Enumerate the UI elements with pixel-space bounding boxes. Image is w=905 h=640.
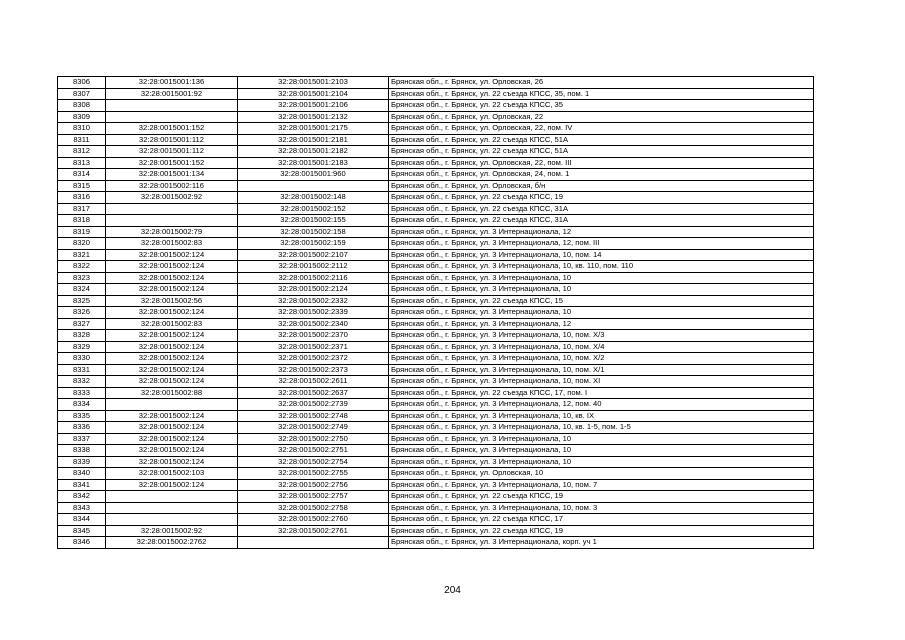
address-cell: Брянская обл., г. Брянск, ул. 3 Интернационала, корп. уч 1 <box>389 537 814 549</box>
table-row <box>58 456 814 468</box>
address-cell: Брянская обл., г. Брянск, ул. 3 Интернационала, 12 <box>389 226 814 238</box>
land-cadastral-number-cell: 32:28:0015002:88 <box>106 387 238 399</box>
address-cell: Брянская обл., г. Брянск, ул. Орловская, 22, пом. III <box>389 157 814 169</box>
object-cadastral-number-cell: 32:28:0015002:152 <box>238 203 389 215</box>
land-cadastral-number-cell: 32:28:0015002:124 <box>106 261 238 273</box>
address-cell: Брянская обл., г. Брянск, ул. 3 Интернационала, 10, кв. IX <box>389 410 814 422</box>
table-row <box>58 215 814 227</box>
row-number-cell: 8311 <box>58 134 106 146</box>
land-cadastral-number-cell: 32:28:0015002:124 <box>106 330 238 342</box>
row-number-cell: 8344 <box>58 514 106 526</box>
object-cadastral-number-cell: 32:28:0015002:2757 <box>238 491 389 503</box>
land-cadastral-number-cell: 32:28:0015002:124 <box>106 341 238 353</box>
table-row <box>58 537 814 549</box>
object-cadastral-number-cell: 32:28:0015001:960 <box>238 169 389 181</box>
object-cadastral-number-cell: 32:28:0015002:158 <box>238 226 389 238</box>
object-cadastral-number-cell: 32:28:0015002:2754 <box>238 456 389 468</box>
land-cadastral-number-cell <box>106 215 238 227</box>
table-row <box>58 226 814 238</box>
row-number-cell: 8334 <box>58 399 106 411</box>
object-cadastral-number-cell <box>238 537 389 549</box>
object-cadastral-number-cell: 32:28:0015002:2370 <box>238 330 389 342</box>
row-number-cell: 8320 <box>58 238 106 250</box>
table-row <box>58 479 814 491</box>
row-number-cell: 8324 <box>58 284 106 296</box>
land-cadastral-number-cell: 32:28:0015002:92 <box>106 525 238 537</box>
object-cadastral-number-cell: 32:28:0015001:2103 <box>238 77 389 89</box>
row-number-cell: 8323 <box>58 272 106 284</box>
object-cadastral-number-cell: 32:28:0015002:159 <box>238 238 389 250</box>
row-number-cell: 8315 <box>58 180 106 192</box>
land-cadastral-number-cell: 32:28:0015002:124 <box>106 422 238 434</box>
row-number-cell: 8337 <box>58 433 106 445</box>
land-cadastral-number-cell: 32:28:0015002:124 <box>106 376 238 388</box>
table-row <box>58 502 814 514</box>
table-row <box>58 387 814 399</box>
row-number-cell: 8317 <box>58 203 106 215</box>
table-row <box>58 468 814 480</box>
object-cadastral-number-cell: 32:28:0015002:2611 <box>238 376 389 388</box>
row-number-cell: 8338 <box>58 445 106 457</box>
land-cadastral-number-cell: 32:28:0015001:152 <box>106 123 238 135</box>
row-number-cell: 8312 <box>58 146 106 158</box>
address-cell: Брянская обл., г. Брянск, ул. 3 Интернационала, 10, пом. X/3 <box>389 330 814 342</box>
table-row <box>58 238 814 250</box>
table-row <box>58 307 814 319</box>
table-row <box>58 146 814 158</box>
object-cadastral-number-cell: 32:28:0015001:2182 <box>238 146 389 158</box>
table-row <box>58 77 814 89</box>
address-cell: Брянская обл., г. Брянск, ул. 3 Интернационала, 10 <box>389 272 814 284</box>
table-row <box>58 341 814 353</box>
address-cell: Брянская обл., г. Брянск, ул. 3 Интернационала, 10 <box>389 445 814 457</box>
row-number-cell: 8328 <box>58 330 106 342</box>
row-number-cell: 8345 <box>58 525 106 537</box>
object-cadastral-number-cell: 32:28:0015002:2758 <box>238 502 389 514</box>
land-cadastral-number-cell: 32:28:0015002:124 <box>106 353 238 365</box>
page-number: 204 <box>444 585 461 596</box>
row-number-cell: 8325 <box>58 295 106 307</box>
land-cadastral-number-cell <box>106 399 238 411</box>
table-body <box>58 77 814 549</box>
row-number-cell: 8330 <box>58 353 106 365</box>
address-cell: Брянская обл., г. Брянск, ул. 3 Интернационала, 10, пом. X/4 <box>389 341 814 353</box>
row-number-cell: 8336 <box>58 422 106 434</box>
object-cadastral-number-cell: 32:28:0015002:2750 <box>238 433 389 445</box>
object-cadastral-number-cell: 32:28:0015002:2751 <box>238 445 389 457</box>
table-row <box>58 330 814 342</box>
address-cell: Брянская обл., г. Брянск, ул. Орловская, 22, пом. IV <box>389 123 814 135</box>
row-number-cell: 8335 <box>58 410 106 422</box>
row-number-cell: 8322 <box>58 261 106 273</box>
address-cell: Брянская обл., г. Брянск, ул. 3 Интернационала, 10 <box>389 307 814 319</box>
address-cell: Брянская обл., г. Брянск, ул. 22 съезда КПСС, 19 <box>389 192 814 204</box>
table-row <box>58 525 814 537</box>
object-cadastral-number-cell: 32:28:0015002:2116 <box>238 272 389 284</box>
table-row <box>58 169 814 181</box>
object-cadastral-number-cell: 32:28:0015002:2107 <box>238 249 389 261</box>
address-cell: Брянская обл., г. Брянск, ул. 22 съезда КПСС, 35, пом. 1 <box>389 88 814 100</box>
address-cell: Брянская обл., г. Брянск, ул. 22 съезда КПСС, 19 <box>389 525 814 537</box>
row-number-cell: 8321 <box>58 249 106 261</box>
address-cell: Брянская обл., г. Брянск, ул. 3 Интернационала, 12 <box>389 318 814 330</box>
address-cell: Брянская обл., г. Брянск, ул. 3 Интернационала, 10, пом. 7 <box>389 479 814 491</box>
row-number-cell: 8327 <box>58 318 106 330</box>
object-cadastral-number-cell: 32:28:0015002:2371 <box>238 341 389 353</box>
row-number-cell: 8339 <box>58 456 106 468</box>
row-number-cell: 8310 <box>58 123 106 135</box>
row-number-cell: 8332 <box>58 376 106 388</box>
row-number-cell: 8319 <box>58 226 106 238</box>
land-cadastral-number-cell <box>106 491 238 503</box>
row-number-cell: 8340 <box>58 468 106 480</box>
row-number-cell: 8346 <box>58 537 106 549</box>
land-cadastral-number-cell: 32:28:0015002:124 <box>106 364 238 376</box>
land-cadastral-number-cell: 32:28:0015002:83 <box>106 318 238 330</box>
land-cadastral-number-cell: 32:28:0015002:103 <box>106 468 238 480</box>
address-cell: Брянская обл., г. Брянск, ул. 3 Интернационала, 10, пом. X/2 <box>389 353 814 365</box>
land-cadastral-number-cell: 32:28:0015002:124 <box>106 445 238 457</box>
land-cadastral-number-cell: 32:28:0015002:124 <box>106 249 238 261</box>
address-cell: Брянская обл., г. Брянск, ул. 22 съезда КПСС, 31А <box>389 203 814 215</box>
table-row <box>58 134 814 146</box>
object-cadastral-number-cell: 32:28:0015002:2761 <box>238 525 389 537</box>
object-cadastral-number-cell: 32:28:0015002:2748 <box>238 410 389 422</box>
land-cadastral-number-cell: 32:28:0015002:124 <box>106 456 238 468</box>
row-number-cell: 8343 <box>58 502 106 514</box>
address-cell: Брянская обл., г. Брянск, ул. 3 Интернационала, 10 <box>389 284 814 296</box>
address-cell: Брянская обл., г. Брянск, ул. Орловская, 10 <box>389 468 814 480</box>
address-cell: Брянская обл., г. Брянск, ул. 3 Интернационала, 10 <box>389 433 814 445</box>
land-cadastral-number-cell <box>106 100 238 112</box>
object-cadastral-number-cell: 32:28:0015002:2112 <box>238 261 389 273</box>
address-cell: Брянская обл., г. Брянск, ул. 3 Интернационала, 10, кв. 110, пом. 110 <box>389 261 814 273</box>
land-cadastral-number-cell: 32:28:0015002:116 <box>106 180 238 192</box>
address-cell: Брянская обл., г. Брянск, ул. 22 съезда КПСС, 17, пом. I <box>389 387 814 399</box>
address-cell: Брянская обл., г. Брянск, ул. Орловская, 22 <box>389 111 814 123</box>
object-cadastral-number-cell: 32:28:0015002:2124 <box>238 284 389 296</box>
table-row <box>58 376 814 388</box>
address-cell: Брянская обл., г. Брянск, ул. 22 съезда КПСС, 15 <box>389 295 814 307</box>
land-cadastral-number-cell: 32:28:0015002:124 <box>106 307 238 319</box>
land-cadastral-number-cell: 32:28:0015001:134 <box>106 169 238 181</box>
table-row <box>58 157 814 169</box>
row-number-cell: 8318 <box>58 215 106 227</box>
address-cell: Брянская обл., г. Брянск, ул. Орловская, 24, пом. 1 <box>389 169 814 181</box>
address-cell: Брянская обл., г. Брянск, ул. 3 Интернационала, 10, пом. XI <box>389 376 814 388</box>
address-cell: Брянская обл., г. Брянск, ул. 3 Интернационала, 10 <box>389 456 814 468</box>
land-cadastral-number-cell: 32:28:0015001:112 <box>106 146 238 158</box>
table-row <box>58 514 814 526</box>
address-cell: Брянская обл., г. Брянск, ул. 22 съезда КПСС, 19 <box>389 491 814 503</box>
object-cadastral-number-cell: 32:28:0015002:2760 <box>238 514 389 526</box>
row-number-cell: 8306 <box>58 77 106 89</box>
land-cadastral-number-cell: 32:28:0015002:56 <box>106 295 238 307</box>
table-row <box>58 445 814 457</box>
object-cadastral-number-cell: 32:28:0015002:2339 <box>238 307 389 319</box>
land-cadastral-number-cell: 32:28:0015002:124 <box>106 284 238 296</box>
land-cadastral-number-cell: 32:28:0015002:124 <box>106 410 238 422</box>
object-cadastral-number-cell: 32:28:0015002:2340 <box>238 318 389 330</box>
object-cadastral-number-cell: 32:28:0015002:2749 <box>238 422 389 434</box>
object-cadastral-number-cell: 32:28:0015001:2175 <box>238 123 389 135</box>
table-row <box>58 123 814 135</box>
address-cell: Брянская обл., г. Брянск, ул. 22 съезда КПСС, 51А <box>389 134 814 146</box>
land-cadastral-number-cell: 32:28:0015002:83 <box>106 238 238 250</box>
object-cadastral-number-cell: 32:28:0015002:2332 <box>238 295 389 307</box>
object-cadastral-number-cell: 32:28:0015002:148 <box>238 192 389 204</box>
land-cadastral-number-cell: 32:28:0015001:112 <box>106 134 238 146</box>
object-cadastral-number-cell: 32:28:0015002:2739 <box>238 399 389 411</box>
table-row <box>58 433 814 445</box>
table-row <box>58 318 814 330</box>
address-cell: Брянская обл., г. Брянск, ул. 22 съезда КПСС, 35 <box>389 100 814 112</box>
object-cadastral-number-cell: 32:28:0015002:2373 <box>238 364 389 376</box>
land-cadastral-number-cell: 32:28:0015001:92 <box>106 88 238 100</box>
table-row <box>58 364 814 376</box>
row-number-cell: 8307 <box>58 88 106 100</box>
address-cell: Брянская обл., г. Брянск, ул. 3 Интернационала, 10, пом. 3 <box>389 502 814 514</box>
address-cell: Брянская обл., г. Брянск, ул. Орловская, 26 <box>389 77 814 89</box>
land-cadastral-number-cell: 32:28:0015002:92 <box>106 192 238 204</box>
land-cadastral-number-cell: 32:28:0015002:124 <box>106 272 238 284</box>
object-cadastral-number-cell: 32:28:0015002:2372 <box>238 353 389 365</box>
table-row <box>58 180 814 192</box>
table-row <box>58 261 814 273</box>
document-page <box>57 76 813 549</box>
object-cadastral-number-cell: 32:28:0015001:2181 <box>238 134 389 146</box>
row-number-cell: 8341 <box>58 479 106 491</box>
address-cell: Брянская обл., г. Брянск, ул. 3 Интернационала, 10, пом. X/1 <box>389 364 814 376</box>
land-cadastral-number-cell: 32:28:0015001:136 <box>106 77 238 89</box>
table-row <box>58 88 814 100</box>
table-row <box>58 272 814 284</box>
row-number-cell: 8316 <box>58 192 106 204</box>
table-row <box>58 353 814 365</box>
object-cadastral-number-cell: 32:28:0015001:2132 <box>238 111 389 123</box>
address-cell: Брянская обл., г. Брянск, ул. 3 Интернационала, 12, пом. III <box>389 238 814 250</box>
address-cell: Брянская обл., г. Брянск, ул. Орловская, б/н <box>389 180 814 192</box>
object-cadastral-number-cell: 32:28:0015001:2183 <box>238 157 389 169</box>
object-cadastral-number-cell <box>238 180 389 192</box>
object-cadastral-number-cell: 32:28:0015002:2756 <box>238 479 389 491</box>
address-cell: Брянская обл., г. Брянск, ул. 22 съезда КПСС, 31А <box>389 215 814 227</box>
table-row <box>58 295 814 307</box>
table-row <box>58 410 814 422</box>
land-cadastral-number-cell: 32:28:0015002:124 <box>106 433 238 445</box>
row-number-cell: 8333 <box>58 387 106 399</box>
address-cell: Брянская обл., г. Брянск, ул. 3 Интернационала, 12, пом. 40 <box>389 399 814 411</box>
object-cadastral-number-cell: 32:28:0015001:2106 <box>238 100 389 112</box>
row-number-cell: 8313 <box>58 157 106 169</box>
object-cadastral-number-cell: 32:28:0015001:2104 <box>238 88 389 100</box>
table-row <box>58 203 814 215</box>
land-cadastral-number-cell: 32:28:0015002:2762 <box>106 537 238 549</box>
table-row <box>58 284 814 296</box>
land-cadastral-number-cell <box>106 514 238 526</box>
table-row <box>58 491 814 503</box>
land-cadastral-number-cell <box>106 111 238 123</box>
address-cell: Брянская обл., г. Брянск, ул. 22 съезда КПСС, 51А <box>389 146 814 158</box>
address-cell: Брянская обл., г. Брянск, ул. 3 Интернационала, 10, кв. 1-5, пом. 1-5 <box>389 422 814 434</box>
land-cadastral-number-cell: 32:28:0015001:152 <box>106 157 238 169</box>
table-row <box>58 249 814 261</box>
land-cadastral-number-cell <box>106 203 238 215</box>
row-number-cell: 8331 <box>58 364 106 376</box>
land-cadastral-number-cell <box>106 502 238 514</box>
row-number-cell: 8308 <box>58 100 106 112</box>
address-cell: Брянская обл., г. Брянск, ул. 3 Интернационала, 10, пом. 14 <box>389 249 814 261</box>
object-cadastral-number-cell: 32:28:0015002:155 <box>238 215 389 227</box>
land-cadastral-number-cell: 32:28:0015002:124 <box>106 479 238 491</box>
table-row <box>58 111 814 123</box>
table-row <box>58 100 814 112</box>
row-number-cell: 8314 <box>58 169 106 181</box>
row-number-cell: 8326 <box>58 307 106 319</box>
address-cell: Брянская обл., г. Брянск, ул. 22 съезда КПСС, 17 <box>389 514 814 526</box>
land-cadastral-number-cell: 32:28:0015002:79 <box>106 226 238 238</box>
row-number-cell: 8329 <box>58 341 106 353</box>
row-number-cell: 8309 <box>58 111 106 123</box>
table-row <box>58 399 814 411</box>
property-registry-table <box>57 76 814 549</box>
object-cadastral-number-cell: 32:28:0015002:2637 <box>238 387 389 399</box>
row-number-cell: 8342 <box>58 491 106 503</box>
object-cadastral-number-cell: 32:28:0015002:2755 <box>238 468 389 480</box>
table-row <box>58 192 814 204</box>
table-row <box>58 422 814 434</box>
